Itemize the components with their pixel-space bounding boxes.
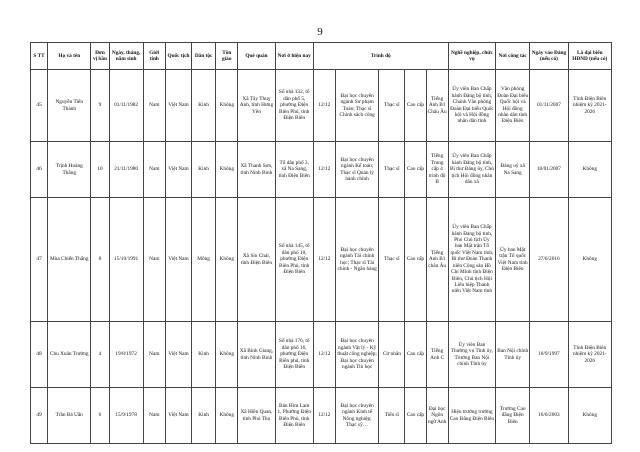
cell-nationality: Việt Nam [165,322,191,388]
cell-party-date: 16/6/2003 [530,388,568,444]
table-header-row [31,43,612,70]
cell-party-date: 01/11/2007 [530,70,568,142]
cell-nationality: Việt Nam [165,70,191,142]
cell-edu-degree: Thạc sĩ [379,142,405,198]
cell-dob: 19/8/1972 [109,322,143,388]
cell-religion: Không [216,388,238,444]
header-party-date: Ngày vào Đảng (nếu có) [530,43,568,70]
cell-dob: 15/10/1991 [109,198,143,322]
cell-workplace: Văn phòng Đoàn Đại biểu Quốc hội và Hội đồng nhân dân tỉnh Điện Biên [496,70,530,142]
cell-gender: Nam [143,198,165,322]
cell-residence: Số nhà 176, tổ dân phố 16, phường Điện Biên phủ, tỉnh Điện Biên [275,322,313,388]
cell-edu-general: 12/12 [313,198,335,322]
candidate-table [30,42,612,444]
cell-party-date: 10/01/2007 [530,142,568,198]
cell-religion: Không [216,322,238,388]
cell-unit: 6 [91,388,109,444]
cell-stt: 47 [31,198,48,322]
cell-ethnicity: Kinh [192,142,216,198]
cell-name: Mùa Chiến Thắng [48,198,91,322]
cell-position: Hiệu trưởng trường Cao Đẳng Điện Biên [448,388,495,444]
cell-position: Ủy viên Ban Chấp hành Đảng bộ tỉnh, Bí thư Đảng ủy, Chủ tịch Hội đồng nhân dân xã [448,142,495,198]
cell-residence: Bản Him Lam 1, Phường Điện Biên Phủ, tỉnh Điện Biên [275,388,313,444]
cell-unit: 8 [91,198,109,322]
cell-workplace: Ban Nội chính Tỉnh ủy [496,322,530,388]
cell-gender: Nam [143,70,165,142]
cell-ethnicity: Kinh [192,388,216,444]
cell-edu-specialty: Đại học chuyên ngành Kế toán; Thạc sĩ Quản lý hành chính [335,142,378,198]
cell-ethnicity: Kinh [192,322,216,388]
header-nationality: Quốc tịch [165,43,191,70]
cell-name: Chu Xuân Trường [48,322,91,388]
cell-edu-specialty: Đại học chuyên ngành Sư phạm Toán; Thạc sĩ Chính sách công [335,70,378,142]
header-dob: Ngày, tháng, năm sinh [109,43,143,70]
table-row [31,322,612,388]
cell-position: Ủy viên Ban Thường vụ Tỉnh ủy, Trưởng Ban Nội chính Tỉnh ủy [448,322,495,388]
cell-edu-political: Cao cấp [405,70,426,142]
cell-edu-language: Tiếng Trung cấp 4 trình độ B [426,142,448,198]
cell-dob: 15/9/1978 [109,388,143,444]
cell-hometown: Xã Thanh Sơn, tỉnh Ninh Bình [238,142,275,198]
cell-edu-political: Cao cấp [405,142,426,198]
cell-hometown: Xã Tây Thuỵ Anh, tỉnh Hưng Yên [238,70,275,142]
table-row [31,142,612,198]
header-workplace: Nơi công tác [496,43,530,70]
cell-hdnd: Không [568,388,611,444]
header-ethnicity: Dân tộc [192,43,216,70]
cell-edu-degree: Tiến sĩ [379,388,405,444]
header-unit: Đơn vị bầu [91,43,109,70]
cell-stt: 45 [31,70,48,142]
cell-edu-language: Đại học Ngôn ngữ Anh [426,388,448,444]
cell-stt: 49 [31,388,48,444]
table-row [31,388,612,444]
cell-residence: Số nhà 132, tổ dân phố 5, phường Điện Biên Phủ, tỉnh Điện Biên [275,70,313,142]
cell-edu-language: Tiếng Anh B1 Châu Âu [426,70,448,142]
cell-residence: Tổ dân phố 3, xã Na Sang, tỉnh Điện Biên [275,142,313,198]
cell-edu-specialty: Đại học chuyên ngành Vật lý - Kỹ thuật công nghiệp; Đại học chuyên ngành Tin học [335,322,378,388]
cell-edu-degree: Thạc sĩ [379,198,405,322]
cell-name: Trần Bá Uẩn [48,388,91,444]
cell-workplace: Ủy ban Mặt trận Tổ quốc Việt Nam tỉnh Điện Biên [496,198,530,322]
cell-dob: 21/11/1980 [109,142,143,198]
cell-name: Trịnh Hoàng Thắng [48,142,91,198]
cell-gender: Nam [143,142,165,198]
header-religion: Tôn giáo [216,43,238,70]
header-residence: Nơi ở hiện nay [275,43,313,70]
cell-edu-language: Tiếng Anh B1 châu Âu [426,198,448,322]
cell-religion: Không [216,142,238,198]
cell-ethnicity: Kinh [192,70,216,142]
cell-workplace: Đảng uỷ xã Na Sang [496,142,530,198]
cell-gender: Nam [143,322,165,388]
cell-gender: Nam [143,388,165,444]
cell-hdnd: Không [568,142,611,198]
cell-unit: 4 [91,322,109,388]
header-gender: Giới tính [143,43,165,70]
cell-hometown: Xã Bình Giang, tỉnh Ninh Bình [238,322,275,388]
cell-religion: Không [216,198,238,322]
cell-edu-degree: Thạc sĩ [379,70,405,142]
header-position: Nghề nghiệp, chức vụ [448,43,495,70]
page-number: 9 [317,26,323,38]
cell-party-date: 27/6/2016 [530,198,568,322]
cell-edu-general: 12/12 [313,322,335,388]
cell-dob: 01/11/1982 [109,70,143,142]
cell-edu-general: 12/12 [313,70,335,142]
header-hdnd: Là đại biểu HĐND (nếu có) [568,43,611,70]
cell-name: Nguyễn Tiến Thành [48,70,91,142]
cell-position: Ủy viên Ban Chấp hành Đảng bộ tỉnh, Chánh Văn phòng Đoàn Đại biểu Quốc hội và Hội đồng nhân dân tỉnh [448,70,495,142]
cell-stt: 46 [31,142,48,198]
cell-hometown: Xã Hiền Quan, tỉnh Phú Thọ [238,388,275,444]
cell-edu-specialty: Đại học chuyên ngành Kinh tế Nông nghiệp; Thạc sỹ… [335,388,378,444]
cell-ethnicity: Mông [192,198,216,322]
cell-nationality: Việt Nam [165,142,191,198]
cell-stt: 48 [31,322,48,388]
cell-residence: Số nhà 145, tổ dân phố 10, phường Điện Biên Phủ, tỉnh Điện Biên [275,198,313,322]
cell-edu-general: 12/12 [313,388,335,444]
header-stt: S TT [31,43,48,70]
header-name: Họ và tên [48,43,91,70]
cell-edu-degree: Cử nhân [379,322,405,388]
cell-edu-political: Cao cấp [405,198,426,322]
cell-edu-general: 12/12 [313,142,335,198]
header-education: Trình độ [313,43,448,70]
cell-unit: 9 [91,70,109,142]
cell-edu-specialty: Đại học chuyên ngành Tài chính học; Thạc sĩ Tài chính - Ngân hàng [335,198,378,322]
cell-unit: 10 [91,142,109,198]
cell-edu-language: Tiếng Anh C [426,322,448,388]
cell-nationality: Việt Nam [165,388,191,444]
cell-hdnd: Tỉnh Điện Biên nhiệm kỳ 2021-2026 [568,70,611,142]
cell-religion: Không [216,70,238,142]
cell-hdnd: Không [568,198,611,322]
cell-party-date: 10/9/1997 [530,322,568,388]
cell-workplace: Trường Cao đẳng Điện Biên [496,388,530,444]
cell-nationality: Việt Nam [165,198,191,322]
cell-hdnd: Tỉnh Điện Biên nhiệm kỳ 2021-2026 [568,322,611,388]
cell-position: Ủy viên Ban Chấp hành Đảng bộ tỉnh, Phó Chủ tịch Ủy ban Mặt trận Tổ quốc Việt Nam tỉnh, Bí thư Đoàn Thanh niên Cộng sản Hồ Chí Minh tỉnh Điện Biên, Chủ tịch Hội Liên hiệp Thanh niên Việt Nam tỉnh [448,198,495,322]
table-row [31,198,612,322]
header-hometown: Quê quán [238,43,275,70]
cell-edu-political: Cao cấp [405,388,426,444]
cell-edu-political: Cao cấp [405,322,426,388]
cell-hometown: Xã Sín Chải, tỉnh Điện Biên [238,198,275,322]
table-row [31,70,612,142]
